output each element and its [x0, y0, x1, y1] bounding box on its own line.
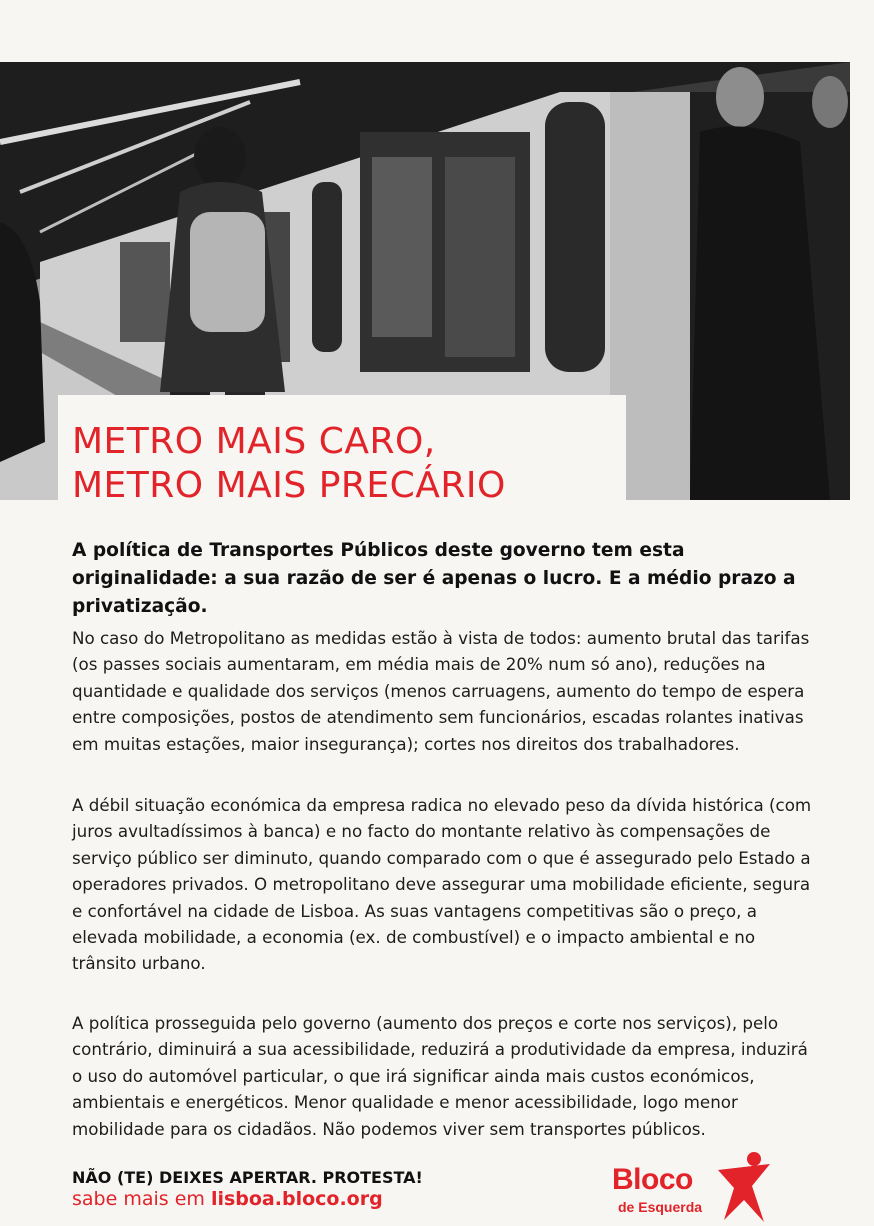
- body-paragraph-1: No caso do Metropolitano as medidas estão à vista de todos: aumento brutal das tarifas (os passes sociais aumentaram, em média mais de 20% num só ano), reduções na quantidade e qualidade dos serviços (menos carruagens, aumento do tempo de espera entre composições, postos de atendimento sem funcionários, escadas rolantes inativas em muitas estações, maior insegurança); cortes nos direitos dos trabalhadores.: [72, 628, 810, 754]
- logo-name: Bloco: [612, 1163, 693, 1196]
- lead-paragraph: A política de Transportes Públicos deste governo tem esta originalidade: a sua razão de ser é apenas o lucro. E a médio prazo a privatização.: [72, 540, 796, 617]
- title-line-2: METRO MAIS PRECÁRIO: [72, 465, 506, 506]
- footer-website: [72, 1187, 383, 1211]
- red-star-figure-icon: [716, 1150, 772, 1224]
- footer-link-prefix: sabe mais em: [72, 1188, 211, 1210]
- body-paragraph-3: A política prosseguida pelo governo (aumento dos preços e corte nos serviços), pelo contrário, diminuirá a sua acessibilidade, reduzirá a produtividade da empresa, induzirá o uso do automóvel particular, o que irá significar ainda mais custos económicos, ambientais e energéticos. Menor qualidade e menor acessibilidade, logo menor mobilidade para os cidadãos. Não podemos viver sem transportes públicos.: [72, 1013, 808, 1139]
- title-line-1: METRO MAIS CARO,: [72, 421, 436, 462]
- bloco-logo: [612, 1148, 792, 1224]
- footer-call-to-action: NÃO (TE) DEIXES APERTAR. PROTESTA!: [72, 1168, 423, 1187]
- body-paragraph-2: A débil situação económica da empresa radica no elevado peso da dívida histórica (com juros avultadíssimos à banca) e no facto do montante relativo às compensações de serviço público ser diminuto, quando comparado com o que é assegurado pelo Estado a operadores privados. O metropolitano deve assegurar uma mobilidade eficiente, segura e confortável na cidade de Lisboa. As suas vantagens competitivas são o preço, a elevada mobilidade, a economia (ex. de combustível) e o impacto ambiental e no trânsito urbano.: [72, 795, 812, 974]
- logo-subtitle: de Esquerda: [618, 1199, 703, 1215]
- page-title: [72, 420, 506, 508]
- footer-link-url[interactable]: lisboa.bloco.org: [210, 1188, 383, 1210]
